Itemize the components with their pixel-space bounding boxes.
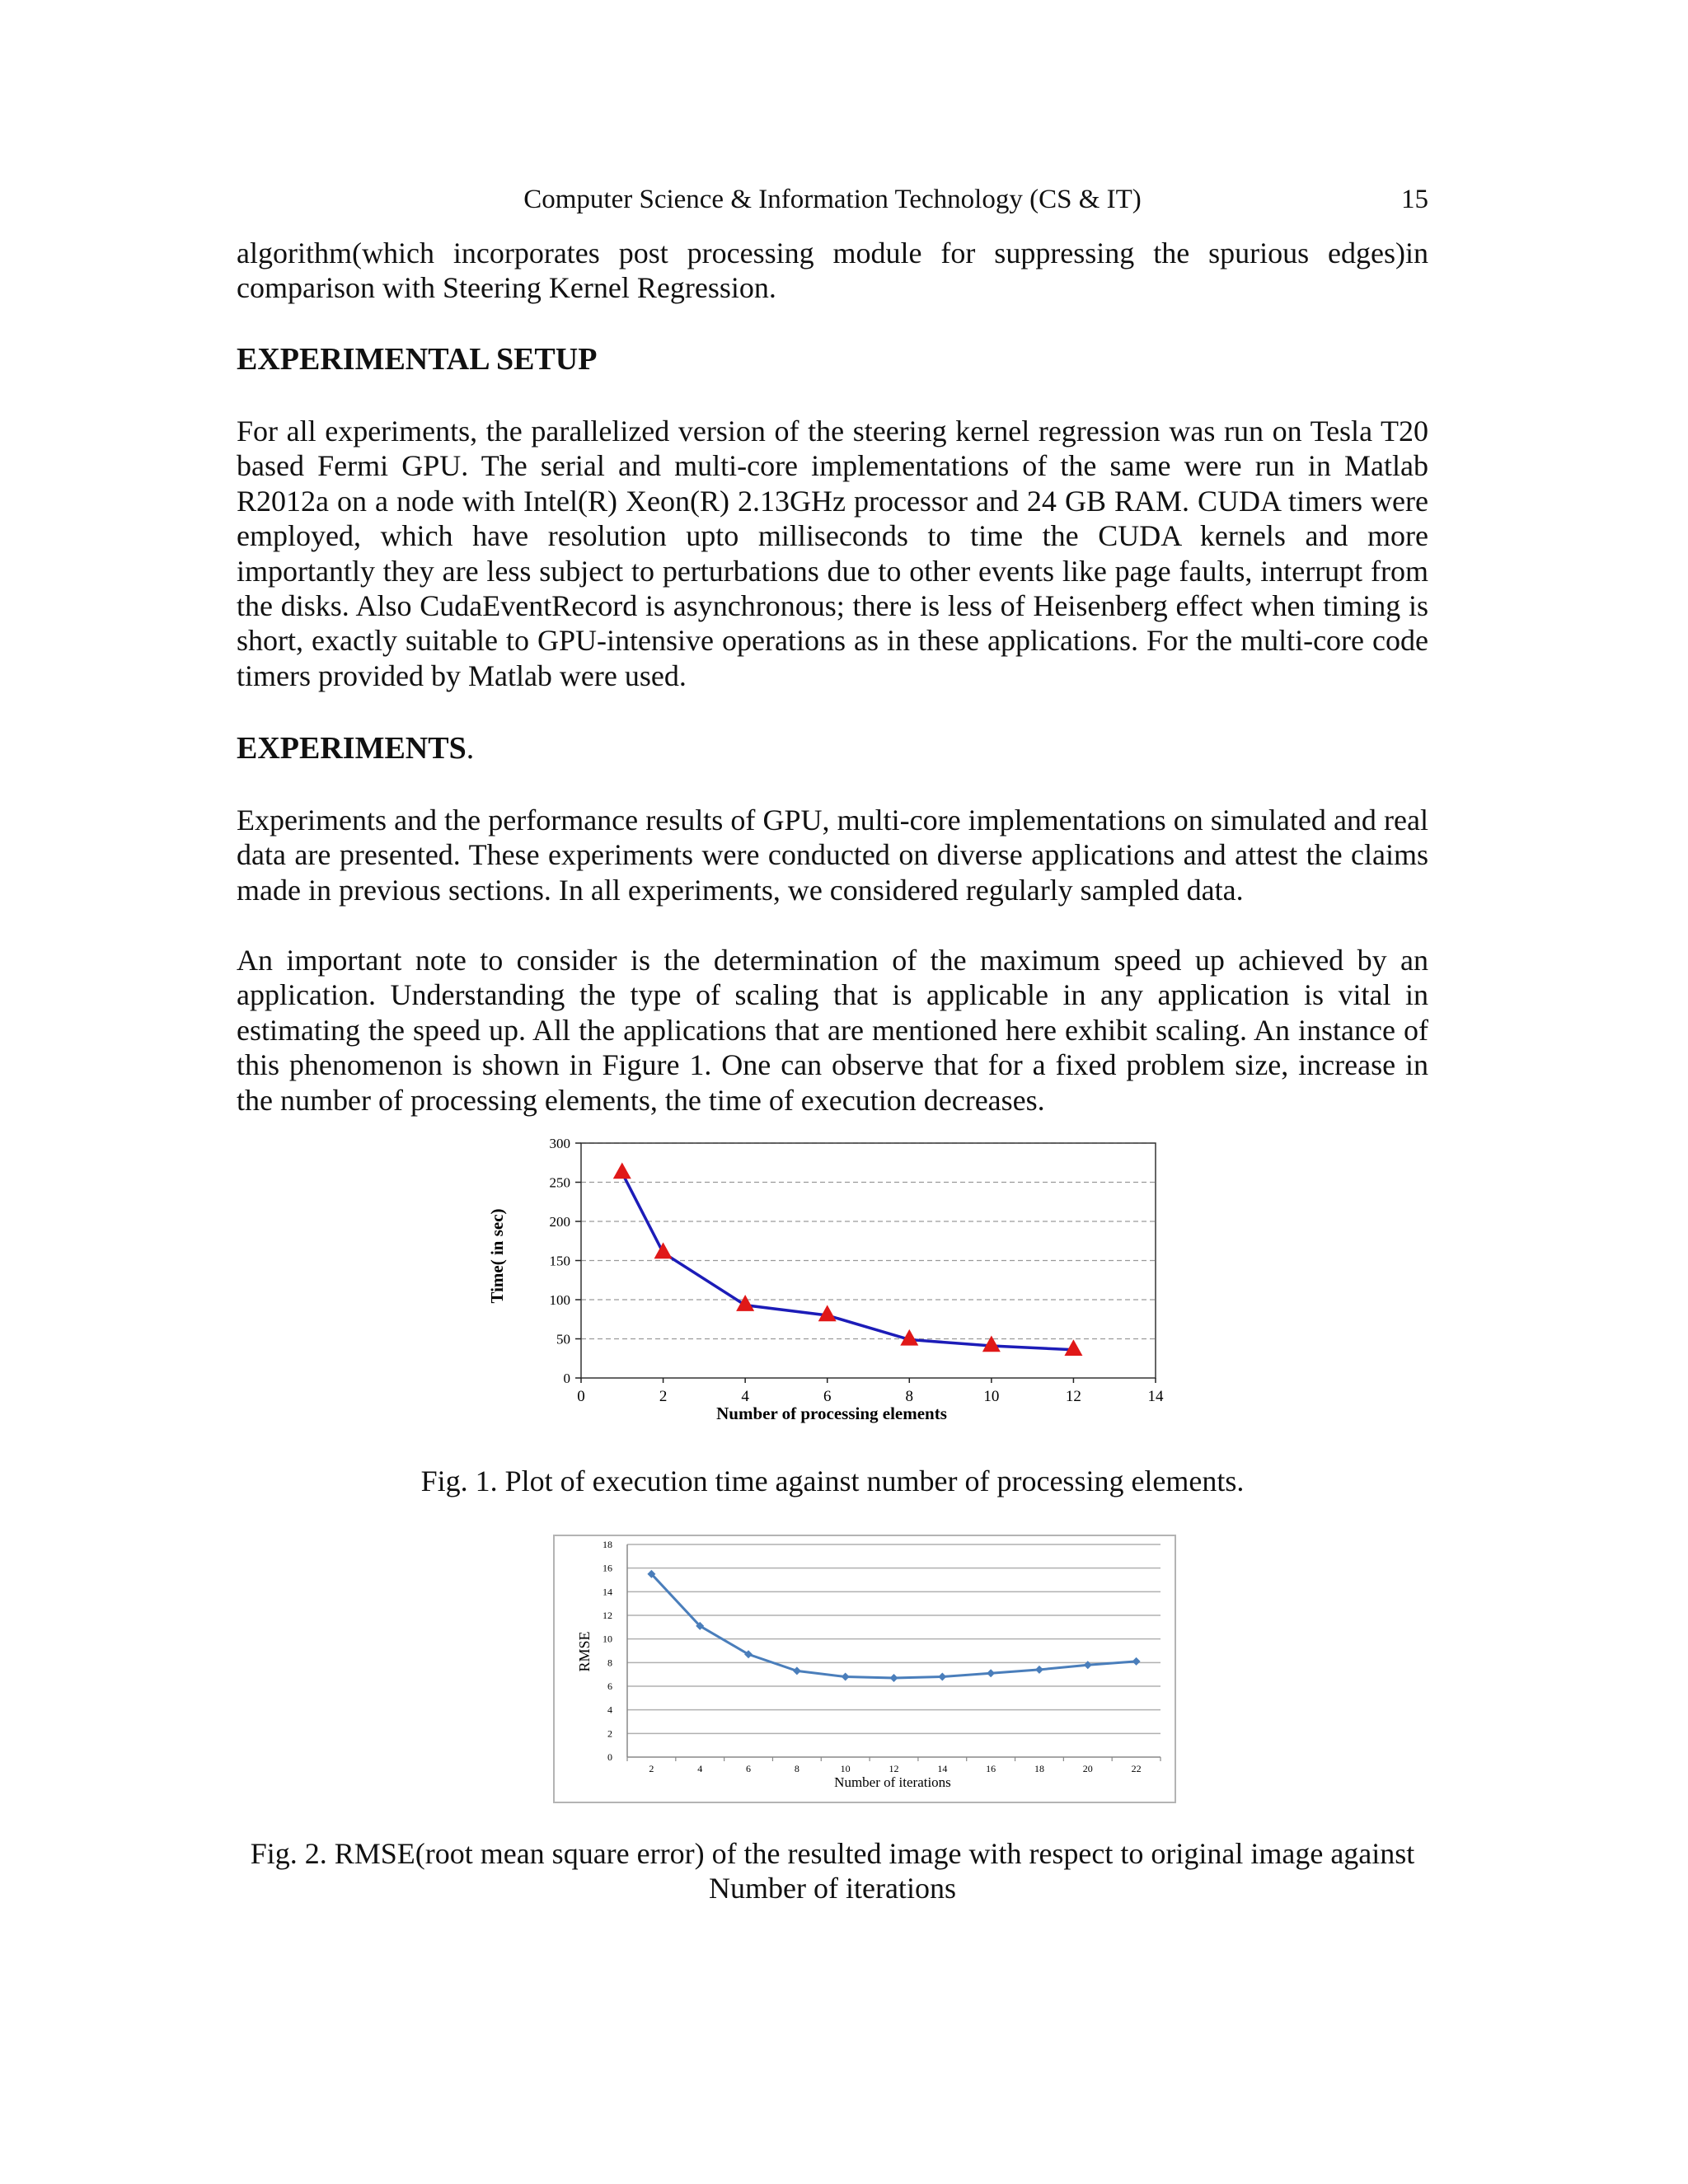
figure-1-data-point	[1064, 1339, 1082, 1356]
figure-1-x-tick-label: 8	[905, 1388, 914, 1405]
figure-2-y-tick-label: 4	[607, 1704, 612, 1716]
figure-2-y-tick-label: 8	[607, 1657, 612, 1669]
figure-1-y-tick-label: 100	[549, 1292, 570, 1308]
figure-2-caption: Fig. 2. RMSE(root mean square error) of the resulted image with respect to original image against Number of iterations	[250, 1837, 1415, 1905]
figure-1-y-axis-label: Time( in sec)	[487, 1208, 507, 1304]
figure-2-x-tick-label: 22	[1131, 1763, 1142, 1774]
figure-1-y-tick-label: 250	[549, 1174, 570, 1191]
figure-2-x-tick-label: 18	[1034, 1763, 1044, 1774]
figure-2-y-tick-label: 0	[607, 1751, 612, 1763]
figure-2-y-tick-label: 18	[603, 1539, 612, 1550]
figure-2-x-axis-label: Number of iterations	[834, 1774, 951, 1790]
figure-2-x-tick-label: 2	[649, 1763, 654, 1774]
section-heading-experiments	[237, 730, 474, 766]
figure-1-data-point	[613, 1163, 631, 1179]
figure-1-x-tick-label: 6	[823, 1388, 832, 1405]
page-header	[237, 185, 1428, 221]
figure-1-y-tick-label: 50	[556, 1331, 570, 1347]
figure-1-x-axis-label: Number of processing elements	[716, 1404, 947, 1423]
figure-2-chart	[553, 1535, 1176, 1803]
figure-1-x-tick-label: 14	[1147, 1388, 1164, 1405]
figure-2-y-tick-label: 6	[607, 1680, 612, 1692]
figure-2-y-tick-label: 12	[603, 1610, 612, 1621]
figure-1-x-tick-label: 4	[741, 1388, 749, 1405]
figure-1-y-tick-label: 300	[549, 1136, 570, 1151]
figure-1-x-tick-label: 0	[577, 1388, 585, 1405]
figure-1-data-point	[982, 1335, 1001, 1352]
figure-1-y-tick-label: 150	[549, 1253, 570, 1269]
figure-2-x-tick-label: 4	[697, 1763, 703, 1774]
experiments-paragraph-1: Experiments and the performance results of GPU, multi-core implementations on simulated and real data are presented. These experiments were conducted on diverse applications and attest the claims made in previous sections. In all experiments, we considered regularly sampled data.	[237, 804, 1428, 907]
figure-2-y-tick-label: 10	[603, 1633, 612, 1645]
experiments-heading-period: .	[466, 731, 475, 766]
figure-1-x-tick-label: 2	[659, 1388, 668, 1405]
figure-2-y-tick-label: 16	[603, 1562, 612, 1574]
experimental-setup-paragraph: For all experiments, the parallelized version of the steering kernel regression was run on Tesla T20 based Fermi GPU. The serial and multi-core implementations of the same were run in Matlab R2012a on a node with Intel(R) Xeon(R) 2.13GHz processor and 24 GB RAM. CUDA timers were employed, which have resolution upto milliseconds to time the CUDA kernels and more importantly they are less subject to perturbations due to other events like page faults, interrupt from the disks. Also CudaEventRecord is asynchronous; there is less of Heisenberg effect when timing is short, exactly suitable to GPU-intensive operations as in these applications. For the multi-core code timers provided by Matlab were used.	[237, 415, 1428, 692]
experiments-paragraph-2: An important note to consider is the determination of the maximum speed up achieved by an application. Understanding the type of scaling that is applicable in any application is vital in estimating the speed up. All the applications that are mentioned here exhibit scaling. An instance of this phenomenon is shown in Figure 1. One can observe that for a fixed problem size, increase in the number of processing elements, the time of execution decreases.	[237, 944, 1428, 1117]
figure-2-x-tick-label: 16	[986, 1763, 996, 1774]
figure-1-y-tick-label: 200	[549, 1214, 570, 1230]
figure-2-x-tick-label: 12	[889, 1763, 899, 1774]
figure-1-chart	[462, 1131, 1179, 1427]
figure-2-x-tick-label: 6	[746, 1763, 752, 1774]
figure-2-y-axis-label: RMSE	[576, 1631, 593, 1672]
figure-2-x-tick-label: 10	[840, 1763, 851, 1774]
section-heading-experimental-setup: EXPERIMENTAL SETUP	[237, 342, 598, 377]
running-header-title: Computer Science & Information Technology (CS & IT)	[523, 185, 1142, 214]
figure-1-y-tick-label: 0	[563, 1371, 570, 1386]
figure-1-x-tick-label: 10	[983, 1388, 1000, 1405]
figure-1-caption: Fig. 1. Plot of execution time against number of processing elements.	[420, 1465, 1245, 1497]
figure-1-data-point	[736, 1295, 754, 1311]
figure-2-x-tick-label: 20	[1082, 1763, 1093, 1774]
figure-1-data-point	[654, 1242, 673, 1258]
figure-2-y-tick-label: 14	[603, 1586, 612, 1598]
figure-1-series-line	[622, 1173, 1074, 1350]
figure-2-x-tick-label: 14	[937, 1763, 948, 1774]
experiments-heading-text: EXPERIMENTS	[237, 731, 467, 766]
figure-2-y-tick-label: 2	[607, 1727, 612, 1740]
figure-1-x-tick-label: 12	[1065, 1388, 1081, 1405]
page-number: 15	[1401, 185, 1428, 214]
figure-2-x-tick-label: 8	[794, 1763, 799, 1774]
intro-paragraph: algorithm(which incorporates post processing module for suppressing the spurious edges)in comparison with Steering Kernel Regression.	[237, 237, 1428, 305]
